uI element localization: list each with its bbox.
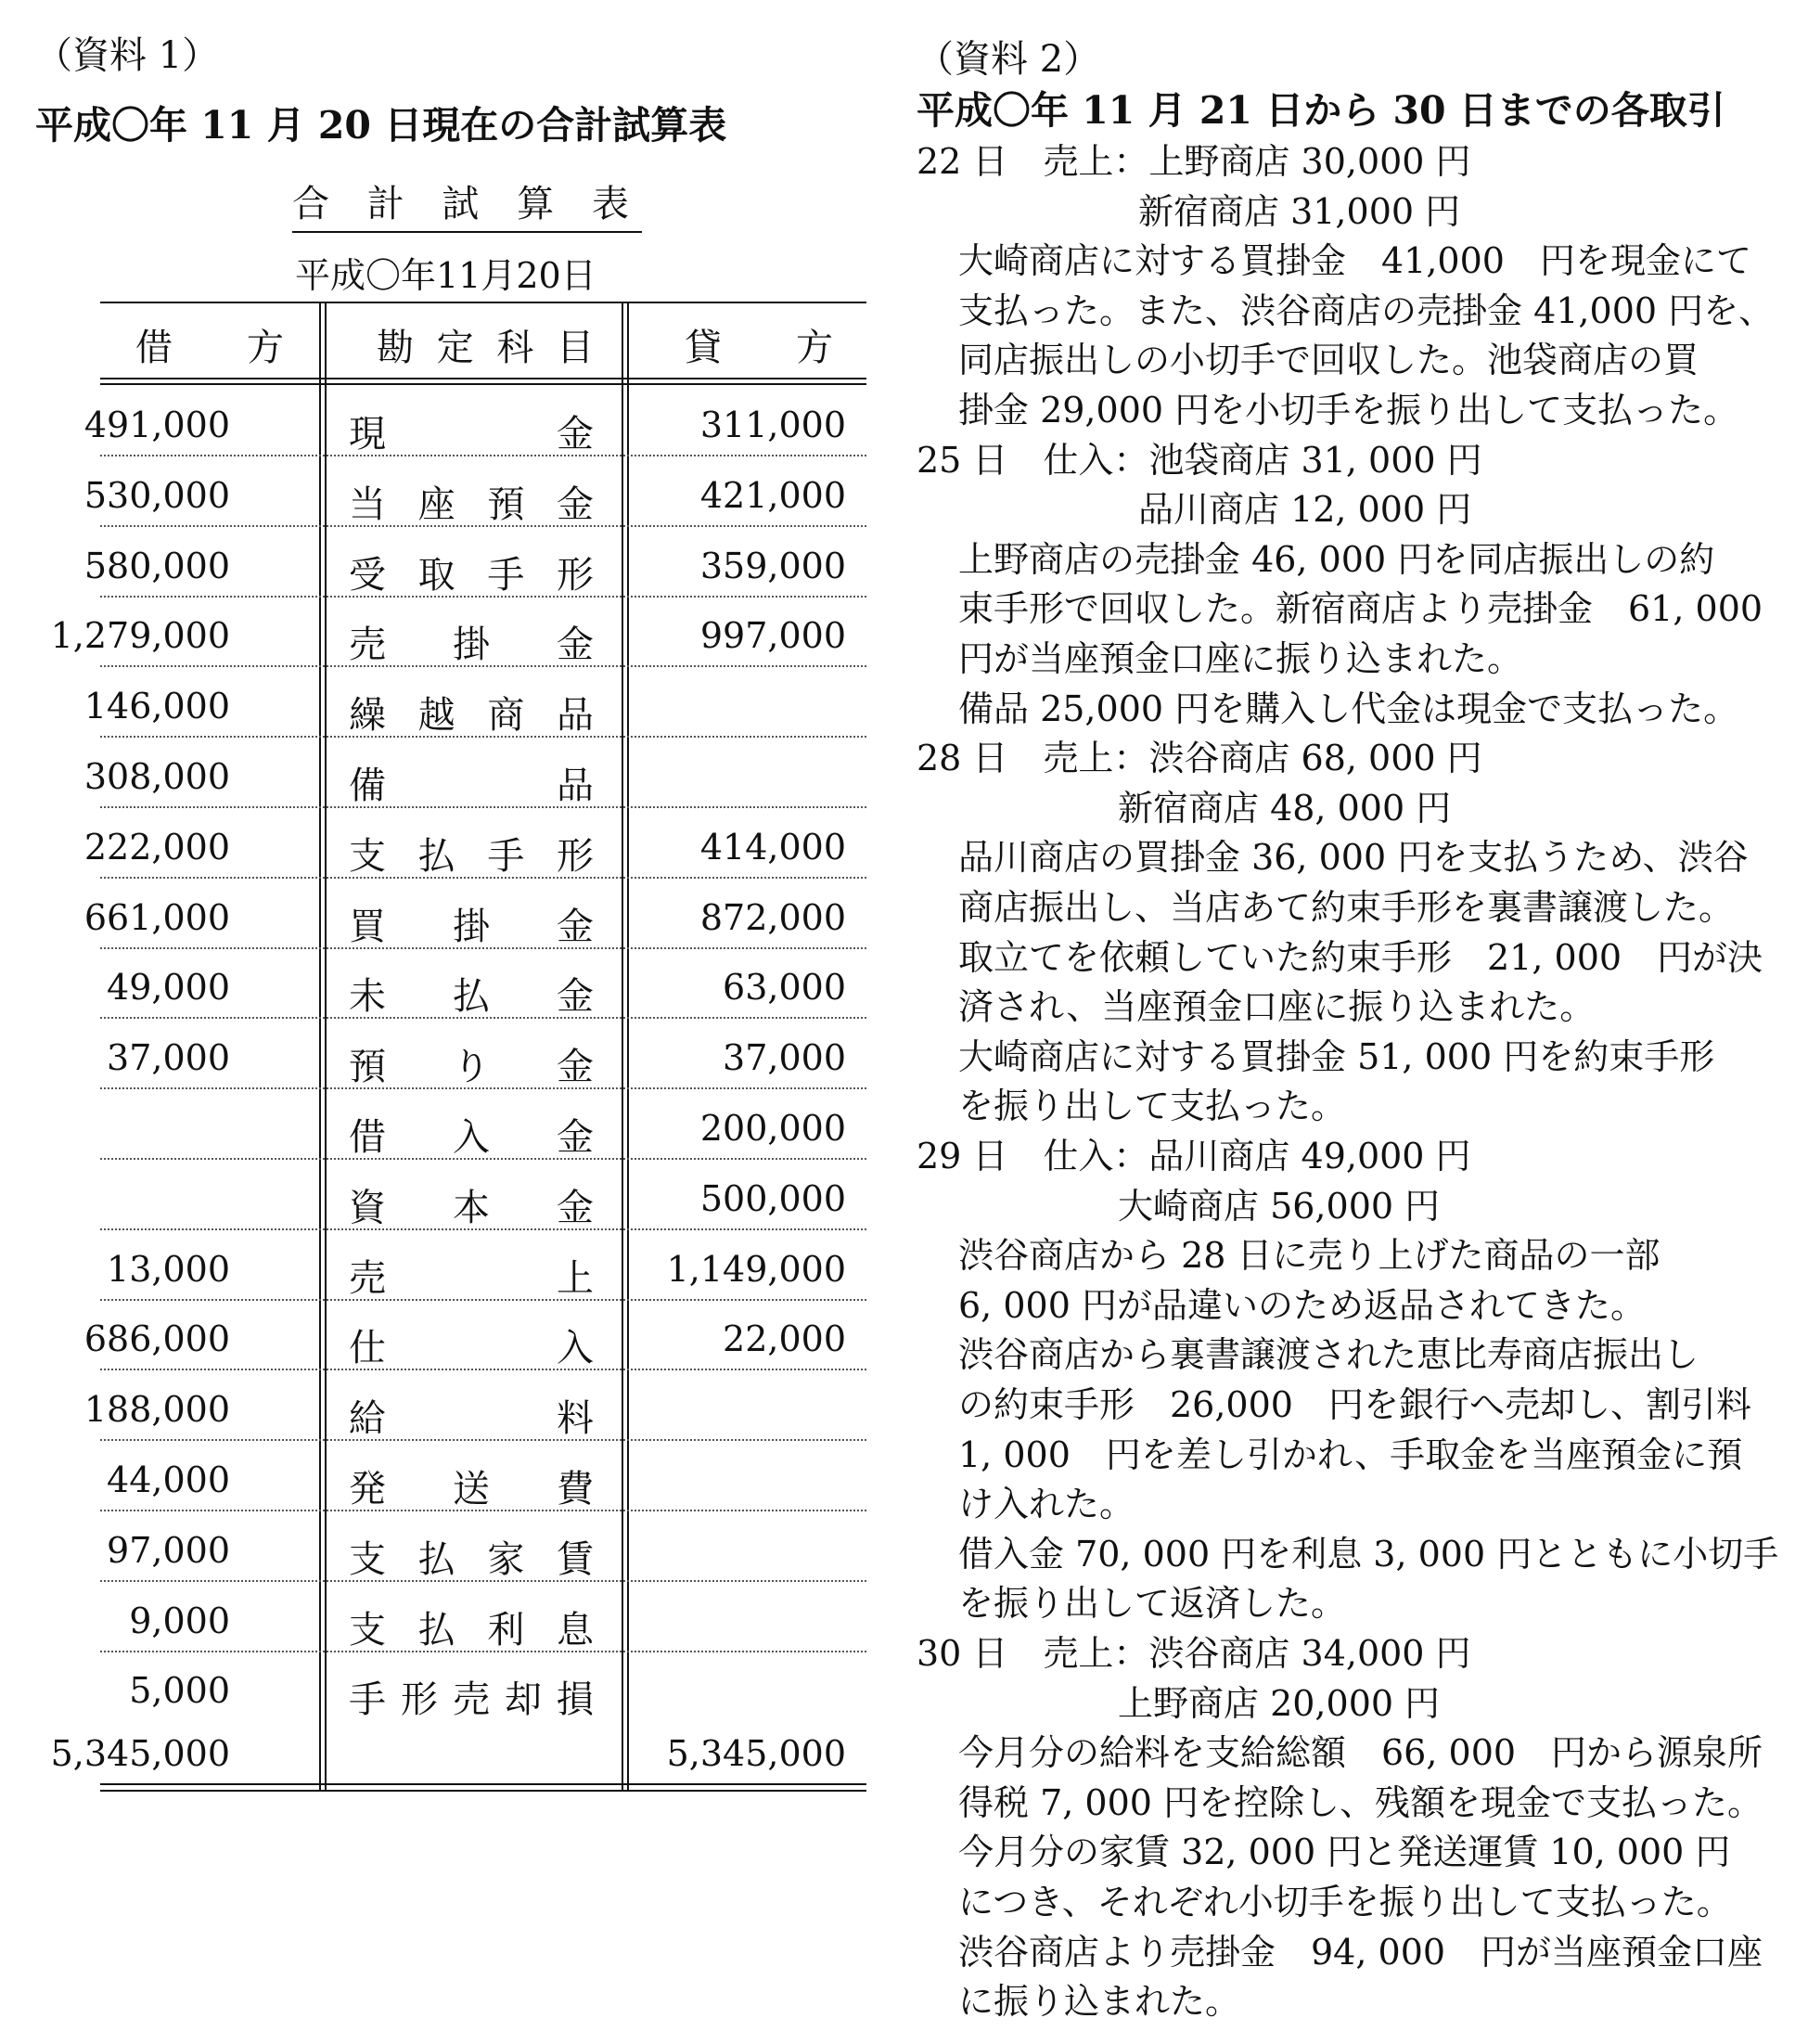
account-char: 売: [453, 1678, 490, 1722]
table-row: [100, 1089, 866, 1160]
transaction-line: 29 日 仕入：品川商店 49,000 円: [917, 1136, 1471, 1176]
table-row: [100, 1582, 866, 1652]
account-char: 形: [556, 553, 594, 597]
account-char: 金: [557, 1186, 594, 1229]
account-char: 掛: [453, 905, 490, 948]
account-name: [349, 686, 594, 739]
table-row: [100, 1441, 866, 1511]
header-debit: 借 方: [135, 327, 284, 369]
account-name: [349, 615, 594, 668]
debit-amount: 146,000: [83, 686, 230, 727]
transaction-line: 1, 000 円を差し引かれ、手取金を当座預金に預: [958, 1433, 1743, 1475]
account-name: [349, 475, 594, 528]
account-char: 却: [505, 1678, 542, 1722]
account-name: [349, 1249, 594, 1302]
account-char: 取: [417, 553, 455, 597]
transaction-line: 束手形で回収した。新宿商店より売掛金 61, 000: [958, 588, 1763, 630]
account-name: [349, 405, 594, 457]
account-char: 利: [487, 1608, 525, 1652]
transaction-line: 円が当座預金口座に振り込まれた。: [958, 638, 1523, 679]
account-char: 息: [556, 1608, 594, 1652]
account-char: 手: [349, 1678, 386, 1722]
account-char: 金: [557, 975, 594, 1019]
transaction-line: 新宿商店 31,000 円: [1138, 190, 1461, 232]
debit-amount: 9,000: [129, 1600, 230, 1641]
account-name: [349, 1459, 594, 1512]
account-char: 品: [556, 694, 594, 738]
trial-balance-title: 合 計 試 算 表: [292, 174, 642, 233]
transaction-line: 22 日 売上：上野商店 30,000 円: [917, 141, 1471, 182]
transaction-line: 今月分の給料を支給総額 66, 000 円から源泉所: [958, 1732, 1763, 1774]
account-char: 売: [349, 623, 386, 667]
account-char: 手: [487, 834, 525, 878]
credit-amount: 200,000: [699, 1108, 846, 1149]
transaction-line: 30 日 売上：渋谷商店 34,000 円: [917, 1633, 1471, 1674]
table-row: [83, 386, 866, 456]
debit-amount: 37,000: [107, 1037, 230, 1079]
account-char: 送: [453, 1468, 490, 1511]
debit-amount: 530,000: [83, 474, 230, 516]
account-name: [349, 1108, 594, 1161]
transaction-line: 商店振出し、当店あて約束手形を裏書譲渡した。: [958, 887, 1735, 928]
transaction-line: 大崎商店 56,000 円: [1118, 1185, 1441, 1227]
transaction-line: 渋谷商店から裏書譲渡された恵比寿商店振出し: [958, 1334, 1699, 1376]
account-char: 払: [417, 1537, 455, 1581]
account-char: 入: [557, 1327, 594, 1370]
table-row: [100, 1019, 866, 1089]
total-row: [50, 1716, 866, 1783]
transaction-line: 品川商店の買掛金 36, 000 円を支払うため、渋谷: [958, 837, 1749, 879]
header-account: 勘 定 科 目: [377, 327, 600, 369]
account-char: 当: [349, 482, 386, 526]
account-name: [349, 1389, 594, 1442]
account-name: [349, 756, 594, 809]
account-char: 金: [557, 1046, 594, 1089]
account-char: 繰: [349, 694, 386, 738]
account-char: 上: [557, 1256, 594, 1300]
transaction-line: 大崎商店に対する買掛金 41,000 円を現金にて: [958, 240, 1751, 282]
debit-amount: 5,000: [129, 1670, 230, 1712]
account-char: 買: [349, 905, 386, 948]
transaction-line: 25 日 仕入：池袋商店 31, 000 円: [917, 439, 1482, 481]
credit-amount: 37,000: [723, 1037, 846, 1079]
credit-amount: 311,000: [699, 405, 846, 445]
table-row: [100, 1652, 866, 1722]
account-char: 給: [349, 1397, 386, 1441]
transaction-line: 得税 7, 000 円を控除し、残額を現金で支払った。: [958, 1781, 1763, 1823]
account-char: 借: [349, 1116, 386, 1159]
debit-amount: 188,000: [83, 1389, 230, 1431]
account-char: 備: [349, 765, 386, 807]
account-name: [349, 1530, 594, 1583]
account-char: 金: [557, 1116, 594, 1159]
debit-amount: 491,000: [83, 405, 230, 445]
account-char: 払: [417, 834, 455, 878]
account-char: 本: [453, 1186, 490, 1229]
transaction-line: 借入金 70, 000 円を利息 3, 000 円とともに小切手: [958, 1533, 1779, 1575]
transaction-line: 6, 000 円が品違いのため返品されてきた。: [958, 1284, 1646, 1326]
material-2-label: （資料 2）: [917, 38, 1101, 81]
credit-amount: 500,000: [699, 1177, 846, 1219]
account-name: [349, 897, 594, 950]
account-name: [349, 1670, 594, 1723]
account-char: 支: [349, 1537, 386, 1581]
account-char: 支: [349, 834, 386, 878]
account-name: [349, 1318, 594, 1371]
total-credit: 5,345,000: [666, 1733, 846, 1774]
credit-amount: 63,000: [723, 967, 846, 1009]
account-name: [349, 1600, 594, 1653]
account-char: 仕: [349, 1327, 386, 1370]
account-char: 賃: [556, 1537, 594, 1581]
total-debit: 5,345,000: [50, 1733, 230, 1774]
account-char: り: [453, 1046, 490, 1089]
transaction-line: に振り込まれた。: [958, 1981, 1241, 2023]
account-char: 発: [349, 1468, 386, 1511]
credit-amount: 872,000: [699, 896, 846, 938]
material-1-label: （資料 1）: [35, 34, 220, 77]
material-1-heading: 平成〇年 11 月 20 日現在の合計試算表: [35, 103, 727, 148]
account-char: 商: [487, 694, 525, 738]
credit-amount: 1,149,000: [666, 1248, 846, 1290]
transaction-line: 今月分の家賃 32, 000 円と発送運賃 10, 000 円: [958, 1832, 1731, 1873]
debit-amount: 222,000: [83, 826, 230, 868]
transaction-line: 備品 25,000 円を購入し代金は現金で支払った。: [958, 688, 1739, 729]
table-row: [83, 1300, 866, 1370]
account-char: 払: [417, 1608, 455, 1652]
table-row: [50, 597, 866, 667]
debit-amount: 1,279,000: [50, 615, 230, 657]
table-rule-bottom: [100, 1783, 866, 1785]
table-row: [83, 1370, 866, 1441]
transaction-line: 28 日 売上：渋谷商店 68, 000 円: [917, 738, 1482, 779]
account-char: 資: [349, 1186, 386, 1229]
table-row: [83, 667, 866, 738]
transaction-line: 上野商店の売掛金 46, 000 円を同店振出しの約: [958, 538, 1715, 580]
transaction-line: け入れた。: [958, 1484, 1135, 1525]
trial-balance-date: 平成〇年11月20日: [295, 255, 596, 296]
transaction-line: 上野商店 20,000 円: [1118, 1682, 1441, 1724]
credit-amount: 414,000: [699, 826, 846, 868]
table-row: [100, 1230, 866, 1301]
credit-amount: 421,000: [699, 474, 846, 516]
account-char: 形: [556, 834, 594, 878]
account-char: 座: [417, 482, 455, 526]
transaction-line: 品川商店 12, 000 円: [1138, 489, 1472, 531]
transaction-line: を振り出して返済した。: [958, 1583, 1347, 1625]
account-char: 払: [453, 975, 490, 1019]
account-char: 家: [487, 1537, 525, 1581]
table-row: [100, 1511, 866, 1582]
transaction-line: 掛金 29,000 円を小切手を振り出して支払った。: [958, 390, 1739, 431]
account-char: 入: [453, 1116, 490, 1159]
account-char: 費: [557, 1468, 594, 1511]
table-rule-header: [100, 378, 866, 379]
account-char: 売: [349, 1256, 386, 1300]
table-rule-bottom-double: [100, 1790, 866, 1792]
account-char: 手: [487, 553, 525, 597]
account-name: [349, 1178, 594, 1231]
debit-amount: 661,000: [83, 896, 230, 938]
account-char: 金: [556, 482, 594, 526]
table-row: [83, 456, 866, 527]
table-row: [83, 879, 866, 949]
transaction-line: 渋谷商店より売掛金 94, 000 円が当座預金口座: [958, 1931, 1763, 1973]
account-char: 料: [557, 1397, 594, 1441]
transaction-line: につき、それぞれ小切手を振り出して支払った。: [958, 1882, 1732, 1922]
account-char: 支: [349, 1608, 386, 1652]
account-name: [349, 967, 594, 1020]
transaction-line: 済され、当座預金口座に振り込まれた。: [958, 986, 1596, 1028]
debit-amount: 13,000: [107, 1248, 230, 1290]
account-char: 金: [557, 413, 594, 456]
debit-amount: 49,000: [107, 967, 230, 1009]
transaction-line: 新宿商店 48, 000 円: [1118, 787, 1452, 829]
account-name: [349, 827, 594, 880]
transaction-line: 取立てを依頼していた約束手形 21, 000 円が決: [958, 936, 1763, 978]
account-char: 預: [349, 1046, 386, 1089]
credit-amount: 997,000: [699, 615, 846, 657]
credit-amount: 359,000: [699, 545, 846, 586]
debit-amount: 580,000: [83, 545, 230, 586]
header-credit: 貸 方: [685, 327, 833, 369]
transaction-line: 大崎商店に対する買掛金 51, 000 円を約束手形: [958, 1035, 1715, 1077]
table-row: [100, 1160, 866, 1230]
account-char: 形: [401, 1678, 438, 1722]
transaction-line: の約束手形 26,000 円を銀行へ売却し、割引料: [958, 1384, 1751, 1425]
account-char: 金: [557, 623, 594, 667]
account-char: 品: [557, 765, 594, 807]
account-char: 金: [557, 905, 594, 948]
credit-amount: 22,000: [723, 1318, 846, 1360]
debit-amount: 686,000: [83, 1318, 230, 1360]
account-name: [349, 546, 594, 598]
table-row: [83, 738, 866, 808]
transaction-line: 同店振出しの小切手で回収した。池袋商店の買: [958, 340, 1699, 381]
account-char: 現: [349, 413, 386, 456]
debit-amount: 44,000: [107, 1459, 230, 1500]
account-char: 掛: [453, 623, 490, 667]
debit-amount: 97,000: [107, 1529, 230, 1571]
table-row: [83, 808, 866, 879]
transaction-line: を振り出して支払った。: [958, 1086, 1347, 1127]
account-char: 未: [349, 975, 386, 1019]
account-char: 損: [557, 1678, 594, 1722]
account-name: [349, 1037, 594, 1090]
material-2-heading: 平成〇年 11 月 21 日から 30 日までの各取引: [917, 88, 1725, 133]
account-char: 受: [349, 553, 386, 597]
table-row: [100, 948, 866, 1019]
transaction-line: 支払った。また、渋谷商店の売掛金 41,000 円を、: [958, 289, 1775, 331]
table-rule-header-double: [100, 383, 866, 385]
transaction-line: 渋谷商店から 28 日に売り上げた商品の一部: [958, 1235, 1661, 1277]
table-rule-top: [100, 302, 866, 303]
account-char: 預: [487, 482, 525, 526]
table-row: [83, 527, 866, 598]
account-char: 越: [417, 694, 455, 738]
debit-amount: 308,000: [83, 756, 230, 797]
